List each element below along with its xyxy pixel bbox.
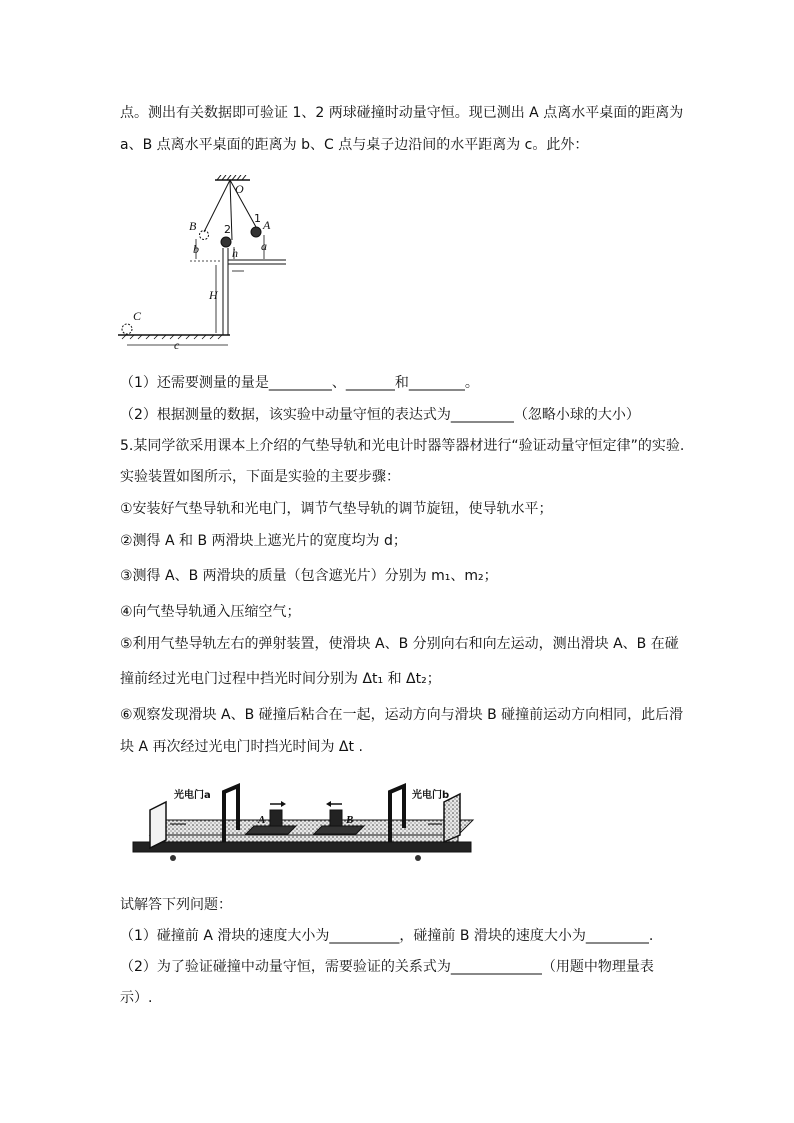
intro-line-2: a、B 点离水平桌面的距离为 b、C 点与桌子边沿间的水平距离为 c。此外： <box>120 137 589 153</box>
q5-stem-1: 5.某同学欲采用课本上介绍的气垫导轨和光电计时器等器材进行“验证动量守恒定律”的实验. <box>120 438 685 454</box>
label-b: b <box>193 242 199 256</box>
label-H: H <box>209 288 218 302</box>
q5-stem-2: 实验装置如图所示，下面是实验的主要步骤： <box>120 469 400 485</box>
label-gate-a: 光电门a <box>174 790 211 801</box>
q5-step-1: ①安装好气垫导轨和光电门，调节气垫导轨的调节旋钮，使导轨水平； <box>120 501 553 517</box>
q4-part-1: （1）还需要测量的量是_________、_______和________。 <box>120 375 479 391</box>
label-gate-b: 光电门b <box>412 790 450 801</box>
label-ball-1: 1 <box>254 212 261 225</box>
answers-intro: 试解答下列问题： <box>120 897 232 913</box>
q5-step-4: ④向气垫导轨通入压缩空气； <box>120 604 301 620</box>
label-h: h <box>232 246 238 260</box>
slider-A-shutter <box>270 810 282 826</box>
label-O: O <box>235 182 244 196</box>
label-a: a <box>261 239 267 253</box>
intro-line-1: 点。测出有关数据即可验证 1、2 两球碰撞时动量守恒。现已测出 A 点离水平桌面的距离为 <box>120 105 684 121</box>
ball-2 <box>221 237 231 247</box>
ball-1 <box>251 227 261 237</box>
q5-step-6a: ⑥观察发现滑块 A、B 碰撞后粘合在一起，运动方向与滑块 B 碰撞前运动方向相同，此后滑 <box>120 707 684 723</box>
label-B: B <box>189 219 197 233</box>
q5-step-5b: 撞前经过光电门过程中挡光时间分别为 Δt₁ 和 Δt₂； <box>120 671 441 687</box>
label-C: C <box>133 309 142 323</box>
label-c: c <box>174 338 180 350</box>
ball-position-C <box>122 324 132 334</box>
label-A: A <box>263 218 271 232</box>
answers-part-1: （1）碰撞前 A 滑块的速度大小为__________，碰撞前 B 滑块的速度大小为_________. <box>120 928 654 944</box>
q5-step-6b: 块 A 再次经过光电门时挡光时间为 Δt . <box>120 739 363 755</box>
q4-part-2: （2）根据测量的数据，该实验中动量守恒的表达式为_________（忽略小球的大小） <box>120 407 640 423</box>
answers-part-2a: （2）为了验证碰撞中动量守恒，需要验证的关系式为_____________（用题中物理量表 <box>120 959 654 975</box>
label-ball-2: 2 <box>224 223 231 236</box>
q5-step-3: ③测得 A、B 两滑块的质量（包含遮光片）分别为 m₁、m₂； <box>120 568 498 584</box>
label-slider-B: B <box>346 814 354 826</box>
q5-step-5a: ⑤利用气垫导轨左右的弹射装置，使滑块 A、B 分别向右和向左运动，测出滑块 A、B 在碰 <box>120 636 679 652</box>
slider-B-shutter <box>330 810 342 826</box>
label-slider-A: A <box>258 814 266 826</box>
air-track-figure <box>128 780 476 870</box>
q5-step-2: ②测得 A 和 B 两滑块上遮光片的宽度均为 d； <box>120 533 407 549</box>
answers-part-2b: 示）. <box>120 990 153 1006</box>
pendulum-figure <box>118 175 293 350</box>
